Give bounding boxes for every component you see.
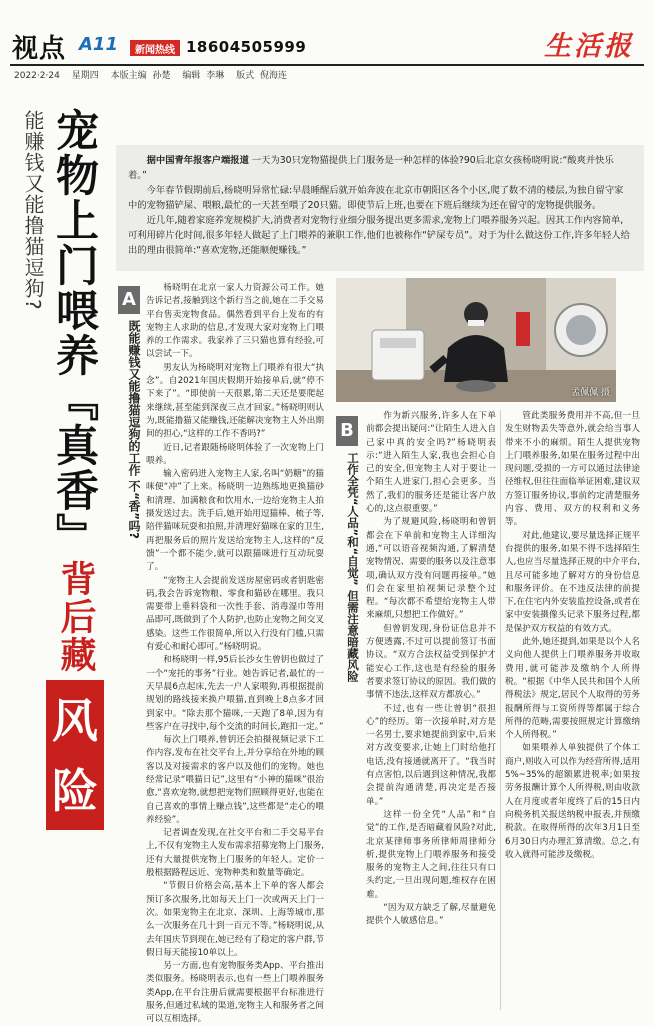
headline-red-part: 背后藏 — [55, 560, 96, 674]
article-paragraph: 对此,他建议,要尽量选择正规平台提供的服务,如果不得不选择陌生人,也应当尽量选择正规的中介平台,且尽可能多地了解对方的身份信息和服务评价。在不违反法律的前提下,在住宅内外安装监控设备,或者在家中安装摄像头记录下服务过程,都是保护双方权益的有效方式。 — [505, 530, 640, 634]
designer: 版式 倪海连 — [236, 71, 287, 81]
subhead: 能赚钱又能撸猫逗狗? — [21, 110, 45, 311]
hotline-badge: 新闻热线 — [130, 40, 180, 56]
article-paragraph: 为了规避风险,杨晓明和曾钥都会在下单前和宠物主人详细沟通,“可以语音视频沟通,了解清楚宠物情况、需要的服务以及注意事项,确认双方没有问题再接单。”她们会在家里拍视频记录整个过程。“每次都不希望给宠物主人带来麻烦,只想把工作做好。” — [366, 517, 496, 621]
page-number: A11 — [79, 34, 118, 55]
lead-paragraph: 据中国青年报客户端报道 一天为30只宠物猫提供上门服务是一种怎样的体验?90后北京女孩杨晓明说:“酸爽并快乐着。” — [128, 155, 614, 181]
article-paragraph: 杨晓明在北京一家人力资源公司工作。她告诉记者,接触到这个新行当之前,她在二手交易平台售卖宠物食品。偶然看到平台上发布的有宠物主人求助的信息,才发现大家对宠物上门喂养的工作需求。我家养了三只猫也算有经验,可以尝试一下。 — [146, 283, 324, 360]
article-paragraph: 输入密码进入宠物主人家,名叫“奶糖”的猫咪便“冲”了上来。杨晓明一边熟练地更换猫砂和清理、加满粮食和饮用水,一边给宠物主人拍摄发送过去。洗手后,她开始用逗猫棒、梳子等,陪伴猫咪玩耍和拍照,并清理好猫咪在家的卫生,再把服务后的照片发送给宠物主人,这样的“反馈”一个都不能少,就可以跟猫咪进行互动玩耍了。 — [146, 469, 324, 573]
article-paragraph: “因为双方缺乏了解,尽量避免提供个人敏感信息。” — [366, 902, 496, 927]
section-a-column — [146, 282, 324, 1025]
main-headline: 宠物上门喂养『真香』 — [49, 108, 99, 558]
news-photo — [336, 278, 616, 402]
article-paragraph: 和杨晓明一样,95后长沙女生曾钥也做过了一个“宠托的事务”行业。她告诉记者,最忙的一天早晨6点起床,先去一户人家喂狗,再根据提前规划的路线接来换户喂猫,直到晚上8点多才回到家中。“除去那个猫咪,一天跑了8单,因为有些客户在寻找中,每个交流的时间长,跑扣一定。” — [146, 655, 324, 732]
hotline-number: 18604505999 — [186, 38, 307, 56]
editor: 编辑 李琳 — [182, 71, 225, 81]
masthead — [0, 0, 654, 81]
article-paragraph: “节假日价格会高,基本上下单的客人都会预订多次服务,比如每天上门一次或两天上门一次。如果宠物主在北京、深圳、上海等城市,那么一次服务在几十到一百元不等。”杨晓明说,从去年国庆节到现在,她已经有了稳定的客户群,节假日每天能接10单以上。 — [146, 881, 324, 958]
byline: 据中国青年报客户端报道 — [146, 155, 249, 166]
article-paragraph: 每次上门喂养,曾钥还会拍摄视频记录下工作内容,发布在社交平台上,并分享给在外地的顾客以及对接需求的客户以及他们的宠物。她也经常记录“喂猫日记”,这里有“小神的猫咪”很治愈,“喜欢宠物,就想把宠物们照顾得更好,也能在自己喜欢的事情上赚点钱”,这些都是“走心的喂养经验”。 — [146, 735, 324, 825]
article-paragraph: 记者调查发现,在社交平台和二手交易平台上,不仅有宠物主人发布需求招募宠物上门服务,还有大量提供宠物上门服务的年轻人。定价一般根据路程远近、宠物种类和数量等确定。 — [146, 828, 324, 879]
article-paragraph: 另一方面,也有宠物服务类App、平台推出类似服务。杨晓明表示,也有一些上门喂养服务类App,在平台注册后就需要根据平台标准进行服务,但通过私域的渠道,宠物主人和服务者之间可以互相选择。 — [146, 961, 324, 1025]
section-a-heading: 既能赚钱又能撸猫逗狗的工作 不“香”吗? — [127, 320, 141, 539]
section-b-column-1 — [366, 410, 496, 1012]
lead-box — [116, 145, 644, 271]
article-paragraph: 此外,她还提到,如果是以个人名义向他人提供上门喂养服务并收取费用,就可能涉及缴纳个人所得税。“根据《中华人民共和国个人所得税法》规定,居民个人取得的劳务报酬所得与工资所得等都属于综合所得的范畴,需要按照规定计算缴纳个人所得税。” — [505, 637, 640, 741]
lead-paragraph: 今年春节假期前后,杨晓明异常忙碌:早晨睡醒后就开始奔波在北京市朝阳区各个小区,爬了数不清的楼层,为独自留守家中的宠物猫铲屎、喂粮,最忙的一天甚至喂了20只猫。即使节后上班,也要在下班后继续为还在留守的宠物提供服务。 — [128, 185, 624, 211]
dateline — [14, 68, 293, 81]
article-paragraph: 近日,记者跟随杨晓明体验了一次宠物上门喂养。 — [146, 442, 324, 466]
weekday: 星期四 — [71, 71, 99, 81]
article-paragraph: 作为新兴服务,许多人在下单前都会提出疑问:“让陌生人进入自己家中真的安全吗?”杨晓明表示:“进入陌生人家,我也会担心自己的安全,但宠物主人对于要让一个陌生人进家门,担心会更多。当然了,我们的服务还是能让客户放心的,这点很重要。” — [366, 411, 496, 515]
article-paragraph: 如果喂养人单独提供了个体工商户,则收入可以作为经营所得,适用5%~35%的超额累进税率;如果按劳务报酬计算个人所得税,则由收款人在月度或者年度终了后的15日内向税务机关报送纳税申报表,并预缴税款。在取得所得的次年3月1日至6月30日内办理汇算清缴。总之,有收入就得可能涉及缴税。 — [505, 743, 640, 860]
photo-caption: 孟佩佩 摄 — [571, 388, 610, 398]
lead-paragraph: 近几年,随着家庭养宠规模扩大,消费者对宠物行业细分服务提出更多需求,宠物上门喂养服务兴起。因其工作内容简单,可利用碎片化时间,很多年轻人做起了上门喂养的兼职工作,他们也被称作“铲屎专员”。对于为什么做这份工作,许多年轻人给出的理由很简单:“喜欢宠物,还能顺便赚钱。” — [128, 215, 630, 256]
section-b-badge: B — [336, 416, 358, 446]
article-paragraph: 男友认为杨晓明对宠物上门喂养有很大“执念”。自2021年国庆假期开始接单后,就“停不下来了”。“即使前一天很累,第二天还是要爬起来继续,甚至能到深夜三点才回家。”杨晓明则认为,既能撸猫又能赚钱,还能解决宠物主人外出期间的担心,“这样的工作不香吗?” — [146, 362, 324, 440]
article-paragraph: 这样一份全凭“人品”和“自觉”的工作,是否暗藏着风险?对此,北京某律师事务所律师周律师分析,提供宠物上门喂养服务和接受服务的宠物主人之间,往往只有口头约定,一旦出现问题,维权存在困难。 — [366, 809, 496, 900]
chief-editor: 本版主编 孙楚 — [110, 71, 171, 81]
section-a-badge: A — [118, 286, 140, 314]
article-paragraph: 但曾钥发现,身份证信息并不方便透露,不过可以提前签订书面协议。“双方合法权益受到保护才能安心工作,这也是有经验的服务者要求签订协议的原因。我们做的事情不违法,这样双方都放心。” — [366, 623, 496, 701]
article-paragraph: 不过,也有一些让曾钥“很担心”的经历。第一次接单时,对方是一名男士,要求她提前到家中,后来对方改变要求,让她上门时给他打电话,没有接通就离开了。“我当时有点害怕,以后遇到这种情况,我都会提前沟通清楚,再决定是否接单。” — [366, 703, 496, 807]
risk-box: 风险 — [46, 680, 104, 830]
article-paragraph: “宠物主人会提前发送房屋密码或者钥匙密码,我会告诉宠物粮、零食和猫砂在哪里。我只需要带上垂料袋和一次性手套、消毒湿巾等用品即可,既做到了个人防护,也防止宠物之间交叉感染。这些工作很简单,所以入行没有门槛,只需有爱心和耐心即可。”杨晓明说。 — [146, 575, 324, 653]
section-name: 视点 — [12, 34, 67, 64]
masthead-rule — [10, 64, 644, 66]
photo-illustration — [336, 278, 616, 402]
article-paragraph: 管此类服务费用并不高,但一旦发生财物丢失等意外,就会给当事人带来不小的麻烦。陌生人提供宠物上门喂养服务,如果在服务过程中出现问题,受损的一方可以通过法律途径维权,但往往面临举证困难,建议双方签订服务协议,事前约定清楚服务内容、费用、双方的权利和义务等。 — [505, 411, 640, 528]
section-b-column-2 — [505, 410, 640, 1012]
column-rule — [500, 410, 501, 1010]
section-b-heading: 工作全凭“人品”和“自觉” 但需注意暗藏风险 — [346, 452, 360, 682]
brand-logo: 生活报 — [544, 31, 634, 62]
date: 2022·2·24 — [14, 71, 60, 81]
